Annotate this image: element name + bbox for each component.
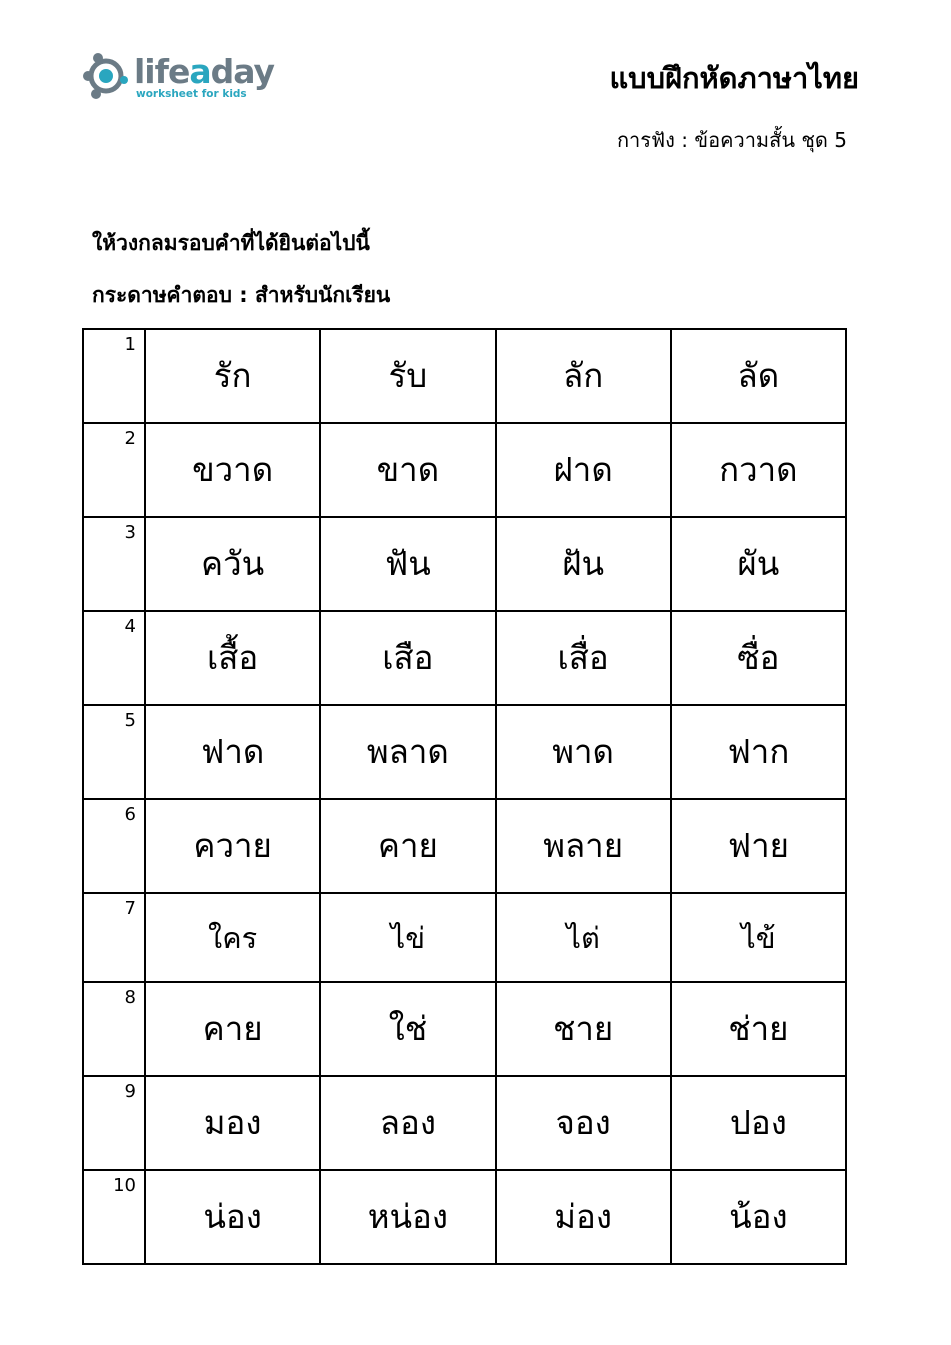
word-choice[interactable]: ปอง — [671, 1076, 846, 1170]
table-row — [83, 1076, 846, 1170]
table-row — [83, 705, 846, 799]
instruction-text: ให้วงกลมรอบคำที่ได้ยินต่อไปนี้ — [92, 231, 370, 255]
word-choice[interactable]: เสื้อ — [145, 611, 320, 705]
table-row — [83, 982, 846, 1076]
row-number: 7 — [83, 893, 145, 982]
word-choice[interactable]: น้อง — [671, 1170, 846, 1264]
worksheet-title: แบบฝึกหัดภาษาไทย — [609, 61, 859, 95]
word-choice[interactable]: รัก — [145, 329, 320, 423]
word-choice[interactable]: ฟัน — [320, 517, 495, 611]
answer-sheet-label: กระดาษคำตอบ : สำหรับนักเรียน — [92, 283, 391, 307]
row-number: 9 — [83, 1076, 145, 1170]
table-row — [83, 329, 846, 423]
word-choice[interactable]: ไต่ — [496, 893, 671, 982]
word-choice[interactable]: คาย — [145, 982, 320, 1076]
table-row — [83, 893, 846, 982]
word-choice[interactable]: พลาด — [320, 705, 495, 799]
table-row — [83, 1170, 846, 1264]
row-number: 5 — [83, 705, 145, 799]
word-choice[interactable]: ลัด — [671, 329, 846, 423]
answer-table — [82, 328, 847, 1265]
word-choice[interactable]: เสื่อ — [496, 611, 671, 705]
word-choice[interactable]: คาย — [320, 799, 495, 893]
word-choice[interactable]: ใช่ — [320, 982, 495, 1076]
word-choice[interactable]: ม่อง — [496, 1170, 671, 1264]
word-choice[interactable]: ใคร — [145, 893, 320, 982]
word-choice[interactable]: ช่าย — [671, 982, 846, 1076]
word-choice[interactable]: ฟาก — [671, 705, 846, 799]
word-choice[interactable]: ฝัน — [496, 517, 671, 611]
table-row — [83, 517, 846, 611]
table-row — [83, 611, 846, 705]
word-choice[interactable]: เสือ — [320, 611, 495, 705]
word-choice[interactable]: จอง — [496, 1076, 671, 1170]
word-choice[interactable]: ฟาย — [671, 799, 846, 893]
lifeaday-logo — [82, 50, 282, 106]
word-choice[interactable]: น่อง — [145, 1170, 320, 1264]
word-choice[interactable]: พลาย — [496, 799, 671, 893]
row-number: 6 — [83, 799, 145, 893]
word-choice[interactable]: ขวาด — [145, 423, 320, 517]
row-number: 3 — [83, 517, 145, 611]
row-number: 1 — [83, 329, 145, 423]
row-number: 10 — [83, 1170, 145, 1264]
word-choice[interactable]: ไข้ — [671, 893, 846, 982]
word-choice[interactable]: ซื่อ — [671, 611, 846, 705]
word-choice[interactable]: ฟาด — [145, 705, 320, 799]
word-choice[interactable]: ควัน — [145, 517, 320, 611]
table-row — [83, 799, 846, 893]
logo-wordmark: lifeaday — [134, 52, 275, 91]
word-choice[interactable]: มอง — [145, 1076, 320, 1170]
word-choice[interactable]: ฝาด — [496, 423, 671, 517]
logo-tagline: worksheet for kids — [136, 88, 247, 100]
word-choice[interactable]: ควาย — [145, 799, 320, 893]
worksheet-subtitle: การฟัง : ข้อความสั้น ชุด 5 — [616, 128, 847, 152]
row-number: 2 — [83, 423, 145, 517]
word-choice[interactable]: หน่อง — [320, 1170, 495, 1264]
word-choice[interactable]: พาด — [496, 705, 671, 799]
word-choice[interactable]: กวาด — [671, 423, 846, 517]
word-choice[interactable]: ไข่ — [320, 893, 495, 982]
molecule-logo-icon — [82, 50, 134, 102]
word-choice[interactable]: ชาย — [496, 982, 671, 1076]
word-choice[interactable]: ลอง — [320, 1076, 495, 1170]
word-choice[interactable]: ขาด — [320, 423, 495, 517]
word-choice[interactable]: ผัน — [671, 517, 846, 611]
row-number: 8 — [83, 982, 145, 1076]
word-choice[interactable]: รับ — [320, 329, 495, 423]
row-number: 4 — [83, 611, 145, 705]
table-row — [83, 423, 846, 517]
word-choice[interactable]: ลัก — [496, 329, 671, 423]
